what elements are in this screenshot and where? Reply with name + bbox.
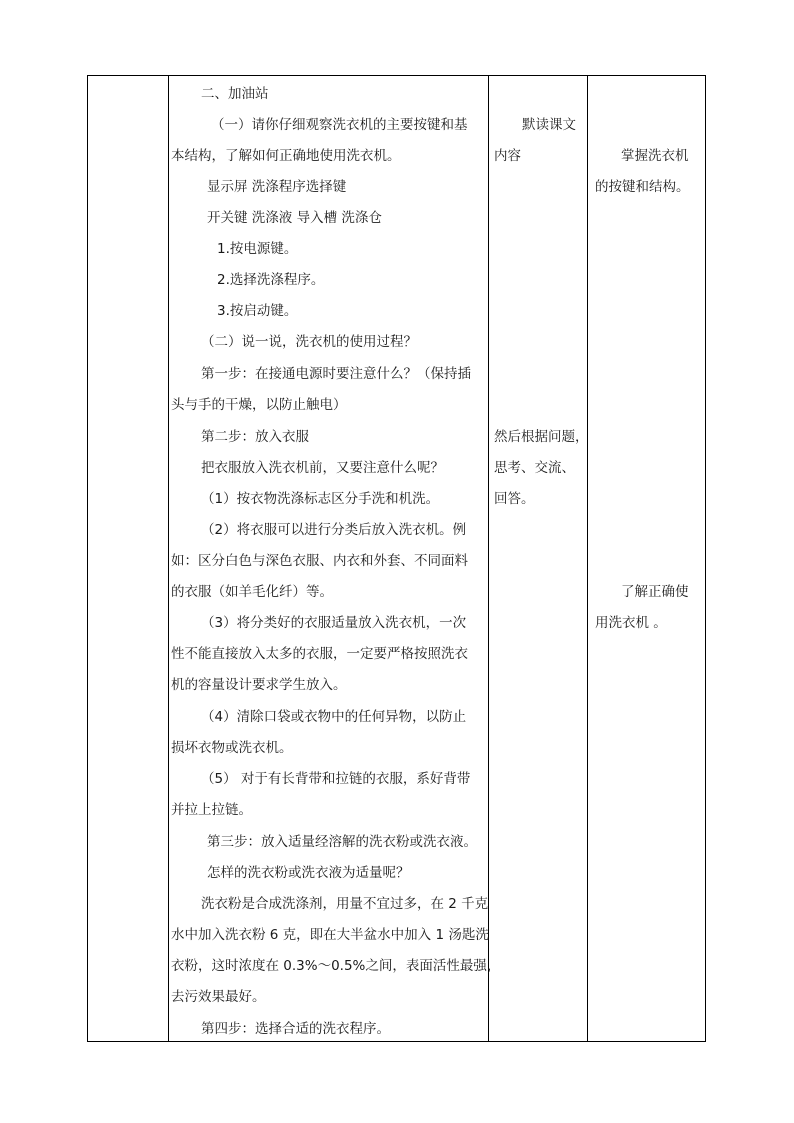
- text-line: 内容: [494, 148, 521, 164]
- text-line: 用洗衣机 。: [595, 615, 667, 631]
- text-line: 的衣服（如羊毛化纤）等。: [171, 584, 333, 600]
- text-line: 把衣服放入洗衣机前，又要注意什么呢？: [201, 460, 444, 476]
- text-line: 头与手的干燥，以防止触电）: [171, 397, 347, 413]
- text-line: 性不能直接放入太多的衣服，一定要严格按照洗衣: [171, 646, 468, 662]
- lesson-table: [87, 75, 706, 1042]
- text-line: 洗衣粉是合成洗涤剂，用量不宜过多，在 2 千克: [201, 896, 489, 912]
- text-line: 第一步：在接通电源时要注意什么？（保持插: [201, 366, 471, 382]
- stage-cell: [88, 76, 168, 1041]
- text-line: 如：区分白色与深色衣服、内衣和外套、不同面料: [171, 553, 468, 569]
- text-line: 默读课文: [522, 117, 576, 133]
- list-item: 2.选择洗涤程序。: [217, 272, 325, 288]
- text-line: 开关键 洗涤液 导入槽 洗涤仓: [207, 210, 382, 226]
- list-item: （3）将分类好的衣服适量放入洗衣机，一次: [201, 615, 467, 631]
- text-line: 本结构，了解如何正确地使用洗衣机。: [171, 148, 401, 164]
- text-line: 怎样的洗衣粉或洗衣液为适量呢？: [207, 865, 410, 881]
- text-line: 回答。: [494, 491, 535, 507]
- list-item: （1）按衣物洗涤标志区分手洗和机洗。: [201, 491, 440, 507]
- text-line: （二）说一说，洗衣机的使用过程？: [201, 334, 417, 350]
- list-item: （5） 对于有长背带和拉链的衣服，系好背带: [201, 771, 471, 787]
- text-line: 第二步：放入衣服: [201, 429, 309, 445]
- text-line: 显示屏 洗涤程序选择键: [207, 179, 347, 195]
- student-activity-cell: [489, 76, 587, 1041]
- section-heading: 二、加油站: [201, 86, 269, 102]
- list-item: 1.按电源键。: [217, 241, 298, 257]
- text-line: 衣粉，这时浓度在 0.3%～0.5%之间，表面活性最强，: [171, 958, 501, 974]
- list-item: （4）清除口袋或衣物中的任何异物，以防止: [201, 709, 467, 725]
- text-line: 掌握洗衣机: [621, 148, 689, 164]
- text-line: 去污效果最好。: [171, 989, 266, 1005]
- list-item: 3.按启动键。: [217, 303, 298, 319]
- text-line: 思考、交流、: [494, 460, 575, 476]
- text-line: （一）请你仔细观察洗衣机的主要按键和基: [211, 117, 468, 133]
- list-item: （2）将衣服可以进行分类后放入洗衣机。例: [201, 522, 467, 538]
- text-line: 机的容量设计要求学生放入。: [171, 677, 347, 693]
- text-line: 第四步：选择合适的洗衣程序。: [201, 1021, 390, 1037]
- text-line: 损坏衣物或洗衣机。: [171, 740, 293, 756]
- text-line: 了解正确使: [621, 584, 689, 600]
- text-line: 的按键和结构。: [595, 179, 690, 195]
- text-line: 然后根据问题，: [494, 429, 589, 445]
- design-intent-cell: [588, 76, 706, 1041]
- text-line: 并拉上拉链。: [171, 802, 252, 818]
- text-line: 水中加入洗衣粉 6 克，即在大半盆水中加入 1 汤匙洗: [171, 927, 489, 943]
- text-line: 第三步：放入适量经溶解的洗衣粉或洗衣液。: [207, 834, 477, 850]
- teacher-activity-cell: [169, 76, 501, 1041]
